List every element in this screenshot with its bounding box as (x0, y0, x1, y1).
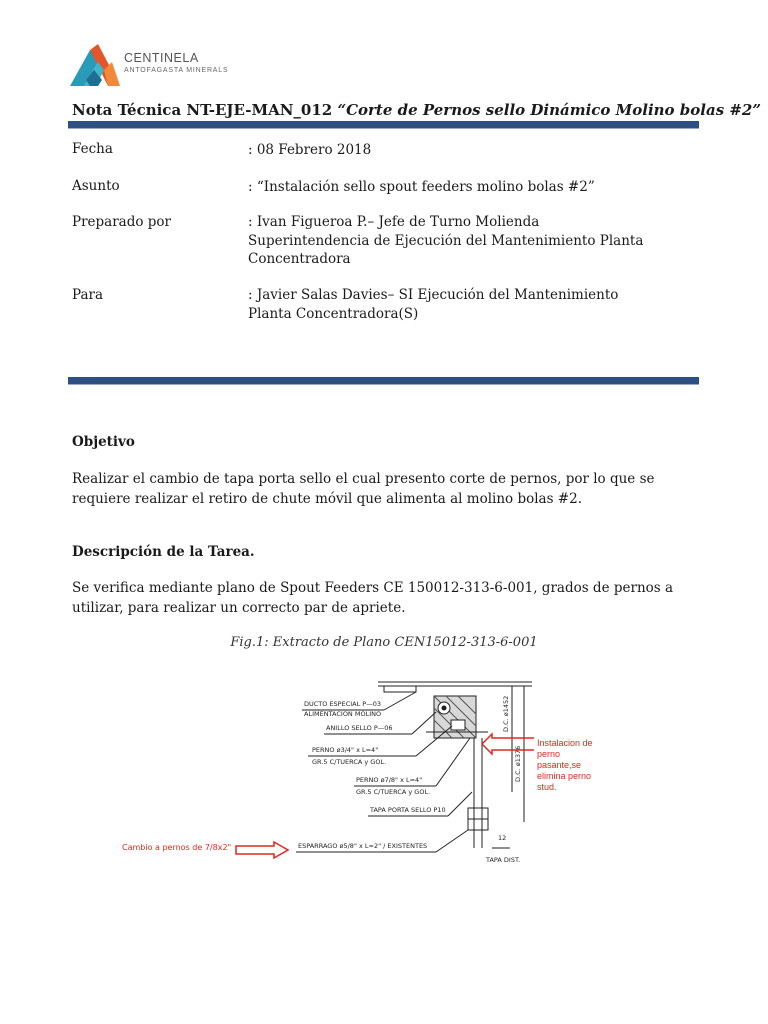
fecha-value: : 08 Febrero 2018 (248, 142, 372, 158)
annotation-instalacion-line-2: perno (537, 749, 561, 759)
label-esparrago: ESPARRAGO ø5/8" x L=2" / EXISTENTES (298, 842, 428, 850)
descripcion-line-2: utilizar, para realizar un correcto par de apriete. (72, 599, 406, 616)
label-perno-1a: PERNO ø3/4" x L=4" (312, 746, 379, 754)
spout-feeder-drawing (116, 672, 534, 868)
descripcion-line-1: Se verifica mediante plano de Spout Feeders CE 150012-313-6-001, grados de pernos a (72, 580, 674, 596)
title-italic: “Corte de Pernos sello Dinámico Molino bolas #2” (337, 101, 761, 119)
descripcion-paragraph (72, 579, 702, 618)
para-line-1: : Javier Salas Davies– SI Ejecución del Mantenimiento (248, 287, 619, 303)
annotation-instalacion (537, 738, 593, 793)
duct-flange (384, 686, 416, 692)
figure-caption: Fig.1: Extracto de Plano CEN15012-313-6-001 (230, 635, 538, 650)
asunto-value: : “Instalación sello spout feeders molino bolas #2” (248, 179, 595, 195)
logo-subtitle: ANTOFAGASTA MINERALS (124, 67, 229, 74)
para-line-2: Planta Concentradora(S) (248, 305, 419, 322)
preparado-line-1: : Ivan Figueroa P.– Jefe de Turno Molienda (248, 214, 540, 230)
label-tapa-dist: TAPA DIST. (486, 856, 521, 864)
label-anillo: ANILLO SELLO P—06 (326, 724, 393, 732)
preparado-line-2: Superintendencia de Ejecución del Mantenimiento Planta (248, 232, 644, 249)
annotation-instalacion-line-5: stud. (537, 782, 557, 792)
annotation-instalacion-line-3: pasante,se (537, 760, 582, 770)
asunto-label: Asunto (72, 178, 120, 194)
label-ducto-2: ALIMENTACION MOLINO (304, 710, 382, 718)
preparado-value (248, 213, 643, 269)
objetivo-paragraph (72, 470, 702, 509)
fecha-label: Fecha (72, 141, 113, 157)
arrow-right-icon (482, 734, 534, 754)
para-label: Para (72, 287, 104, 303)
label-perno-2a: PERNO ø7/8" x L=4" (356, 776, 423, 784)
preparado-label: Preparado por (72, 214, 172, 230)
preparado-line-3: Concentradora (248, 251, 351, 267)
label-tapa: TAPA PORTA SELLO P10 (370, 806, 446, 814)
header-rule-bottom (68, 377, 699, 385)
label-perno-2b: GR.5 C/TUERCA y GOL. (356, 788, 431, 796)
label-dim-1: D.C. ø1452 (502, 695, 510, 732)
header-rule-top (68, 121, 699, 129)
label-dim-12: 12 (498, 834, 507, 842)
annotation-cambio: Cambio a pernos de 7/8x2" (122, 843, 232, 852)
objetivo-line-2: requiere realizar el retiro de chute móvil que alimenta al molino bolas #2. (72, 490, 583, 507)
annotation-instalacion-line-4: elimina perno (537, 771, 592, 781)
label-perno-1b: GR.5 C/TUERCA y GOL. (312, 758, 387, 766)
logo-name: CENTINELA (124, 51, 199, 65)
objetivo-line-1: Realizar el cambio de tapa porta sello el cual presento corte de pernos, por lo que se (72, 471, 655, 487)
title-prefix: Nota Técnica NT-EJE-MAN_012 (72, 101, 338, 119)
annotation-instalacion-line-1: Instalacion de (537, 738, 593, 748)
descripcion-heading: Descripción de la Tarea. (72, 544, 255, 560)
arrow-left-icon (236, 842, 288, 858)
seal-ring-center (442, 706, 446, 710)
label-dim-2: D.C. ø1376 (514, 745, 522, 782)
document-title (72, 101, 761, 119)
centinela-logo-icon (68, 40, 238, 90)
label-ducto-1: DUCTO ESPECIAL P—03 (304, 700, 381, 708)
para-value (248, 286, 618, 323)
objetivo-heading: Objetivo (72, 434, 135, 450)
bolt-head (451, 720, 465, 730)
